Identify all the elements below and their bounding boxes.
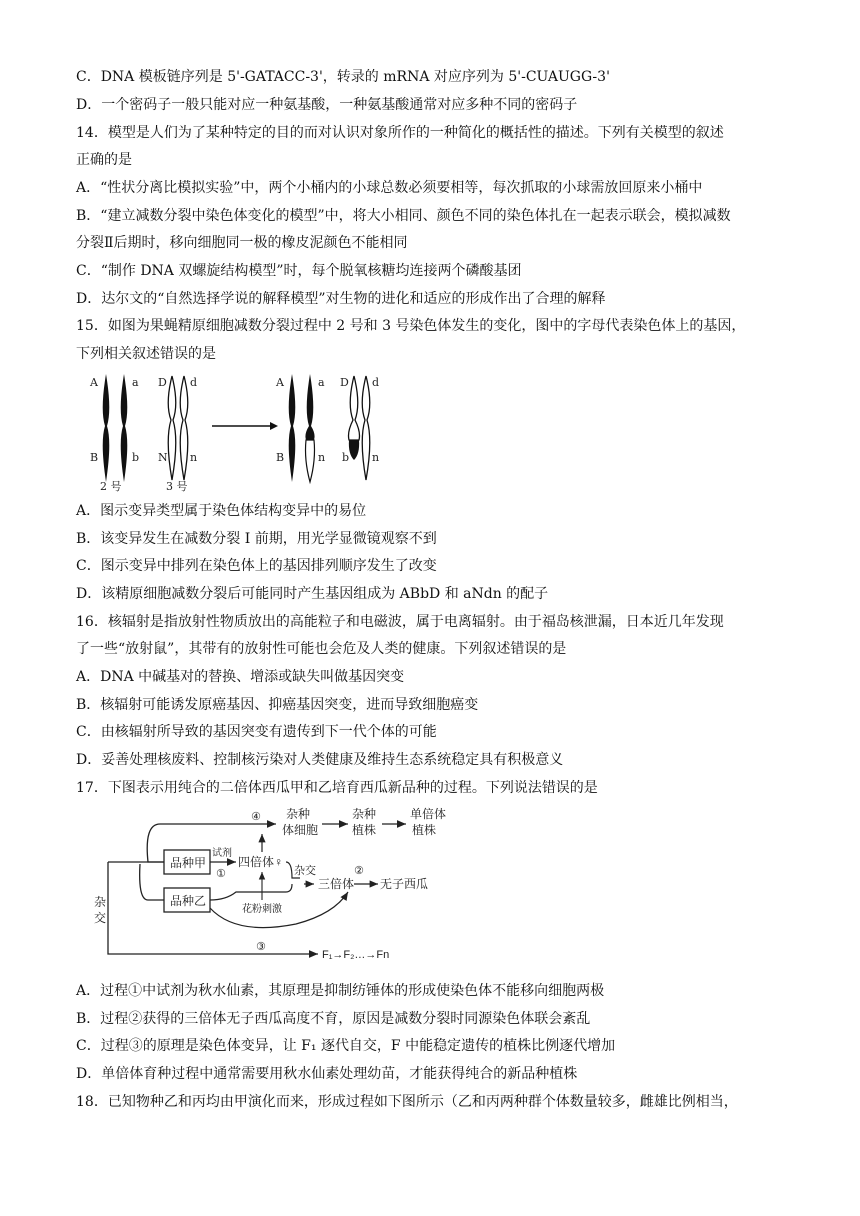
hybrid-cell-label: 杂种 — [286, 807, 311, 821]
arrow-icon — [212, 422, 278, 430]
option-13d: D．一个密码子一般只能对应一种氨基酸，一种氨基酸通常对应多种不同的密码子 — [76, 97, 578, 113]
gene-label: b — [132, 451, 140, 464]
option-16c: C．由核辐射所导致的基因突变有遗传到下一代个体的可能 — [76, 724, 437, 740]
chromosome-2-after — [275, 374, 325, 482]
variety-a-label: 品种甲 — [170, 856, 207, 870]
chromosome-2-before — [89, 374, 139, 492]
haploid-plant-label: 植株 — [412, 823, 437, 837]
question-16-stem: 16．核辐射是指放射性物质放出的高能粒子和电磁波，属于电离辐射。由于福岛核泄漏，日本近几年发现 — [76, 614, 724, 630]
seedless-watermelon-label: 无子西瓜 — [380, 877, 429, 891]
option-14a: A．“性状分离比模拟实验”中，两个小桶内的小球总数必须要相等，每次抓取的小球需放回原来小桶中 — [76, 180, 703, 196]
question-15-stem-cont: 下列相关叙述错误的是 — [76, 346, 216, 362]
step-2-label: ② — [354, 865, 364, 877]
option-14b-cont: 分裂Ⅱ后期时，移向细胞同一极的橡皮泥颜色不能相同 — [76, 235, 408, 251]
reagent-label: 试剂 — [212, 848, 232, 859]
chromosome-figure — [84, 370, 404, 492]
question-15-stem: 15．如图为果蝇精原细胞减数分裂过程中 2 号和 3 号染色体发生的变化，图中的字母代表染色体上的基因， — [76, 318, 746, 334]
option-14d: D．达尔文的“自然选择学说的解释模型”对生物的进化和适应的形成作出了合理的解释 — [76, 291, 606, 307]
option-15c: C．图示变异中排列在染色体上的基因排列顺序发生了改变 — [76, 558, 437, 574]
gene-label: N — [158, 451, 168, 464]
question-18-stem: 18．已知物种乙和丙均由甲演化而来，形成过程如下图所示（乙和丙两种群个体数量较多，雌雄比例相当， — [76, 1094, 738, 1110]
gene-label: n — [372, 451, 380, 464]
step-1-label: ① — [216, 868, 226, 880]
gene-label: a — [318, 376, 325, 389]
chromosome-3-before — [158, 376, 197, 492]
question-16-stem-cont: 了一些“放射鼠”，其带有的放射性可能也会危及人类的健康。下列叙述错误的是 — [76, 641, 567, 657]
variety-b-label: 品种乙 — [170, 894, 207, 908]
option-14c: C．“制作 DNA 双螺旋结构模型”时，每个脱氧核糖均连接两个磷酸基团 — [76, 263, 522, 279]
step-3-label: ③ — [256, 941, 266, 953]
left-cross-label: 交 — [94, 911, 107, 925]
tetraploid-label: 四倍体♀ — [238, 855, 284, 869]
gene-label: d — [190, 376, 198, 389]
option-17d: D．单倍体育种过程中通常需要用秋水仙素处理幼苗，才能获得纯合的新品种植株 — [76, 1066, 578, 1082]
step-4-label: ④ — [251, 811, 261, 823]
hybrid-plant-label: 杂种 — [352, 807, 377, 821]
option-15b: B．该变异发生在减数分裂 I 前期，用光学显微镜观察不到 — [76, 531, 437, 547]
haploid-plant-label: 单倍体 — [410, 807, 447, 821]
option-17c: C．过程③的原理是染色体变异，让 F₁ 逐代自交，F 中能稳定遗传的植株比例逐代增加 — [76, 1038, 616, 1054]
question-14-stem-cont: 正确的是 — [76, 152, 132, 168]
gene-label: b — [342, 451, 350, 464]
gene-label: A — [276, 376, 284, 389]
option-16a: A．DNA 中碱基对的替换、增添或缺失叫做基因突变 — [76, 669, 405, 685]
gene-label: A — [90, 376, 98, 389]
chromosome-2-caption: 2 号 — [100, 480, 122, 492]
question-14-stem: 14．模型是人们为了某种特定的目的而对认识对象所作的一种简化的概括性的描述。下列有关模型的叙述 — [76, 125, 724, 141]
hybrid-cell-label: 体细胞 — [282, 823, 319, 837]
pollen-stimulation-label: 花粉刺激 — [242, 904, 282, 915]
option-16b: B．核辐射可能诱发原癌基因、抑癌基因突变，进而导致细胞癌变 — [76, 697, 479, 713]
gene-label: a — [132, 376, 139, 389]
gene-label: D — [340, 376, 349, 389]
question-17-stem: 17．下图表示用纯合的二倍体西瓜甲和乙培育西瓜新品种的过程。下列说法错误的是 — [76, 780, 598, 796]
gene-label: B — [90, 451, 99, 464]
chromosome-3-caption: 3 号 — [166, 480, 188, 492]
gene-label: D — [158, 376, 167, 389]
option-17b: B．过程②获得的三倍体无子西瓜高度不育，原因是减数分裂时同源染色体联会紊乱 — [76, 1011, 591, 1027]
hybrid-plant-label: 植株 — [352, 823, 377, 837]
option-13c: C．DNA 模板链序列是 5'-GATACC-3'，转录的 mRNA 对应序列为 5'-CUAUGG-3' — [76, 69, 610, 85]
chromosome-3-after — [340, 376, 379, 480]
option-14b: B．“建立减数分裂中染色体变化的模型”中，将大小相同、颜色不同的染色体扎在一起表示联会，模拟减数 — [76, 208, 731, 224]
breeding-flow-diagram — [86, 804, 466, 968]
left-cross-label: 杂 — [94, 895, 107, 909]
gene-label: n — [190, 451, 198, 464]
gene-label: B — [276, 451, 285, 464]
option-16d: D．妥善处理核废料、控制核污染对人类健康及维持生态系统稳定具有积极意义 — [76, 752, 564, 768]
option-15d: D．该精原细胞减数分裂后可能同时产生基因组成为 ABbD 和 aNdn 的配子 — [76, 586, 549, 602]
cross-label: 杂交 — [294, 865, 316, 877]
gene-label: n — [318, 451, 326, 464]
triploid-label: 三倍体 — [318, 877, 355, 891]
generations-label: F₁→F₂…→Fn — [322, 949, 390, 961]
gene-label: d — [372, 376, 380, 389]
option-15a: A．图示变异类型属于染色体结构变异中的易位 — [76, 503, 367, 519]
option-17a: A．过程①中试剂为秋水仙素，其原理是抑制纺锤体的形成使染色体不能移向细胞两极 — [76, 983, 605, 999]
